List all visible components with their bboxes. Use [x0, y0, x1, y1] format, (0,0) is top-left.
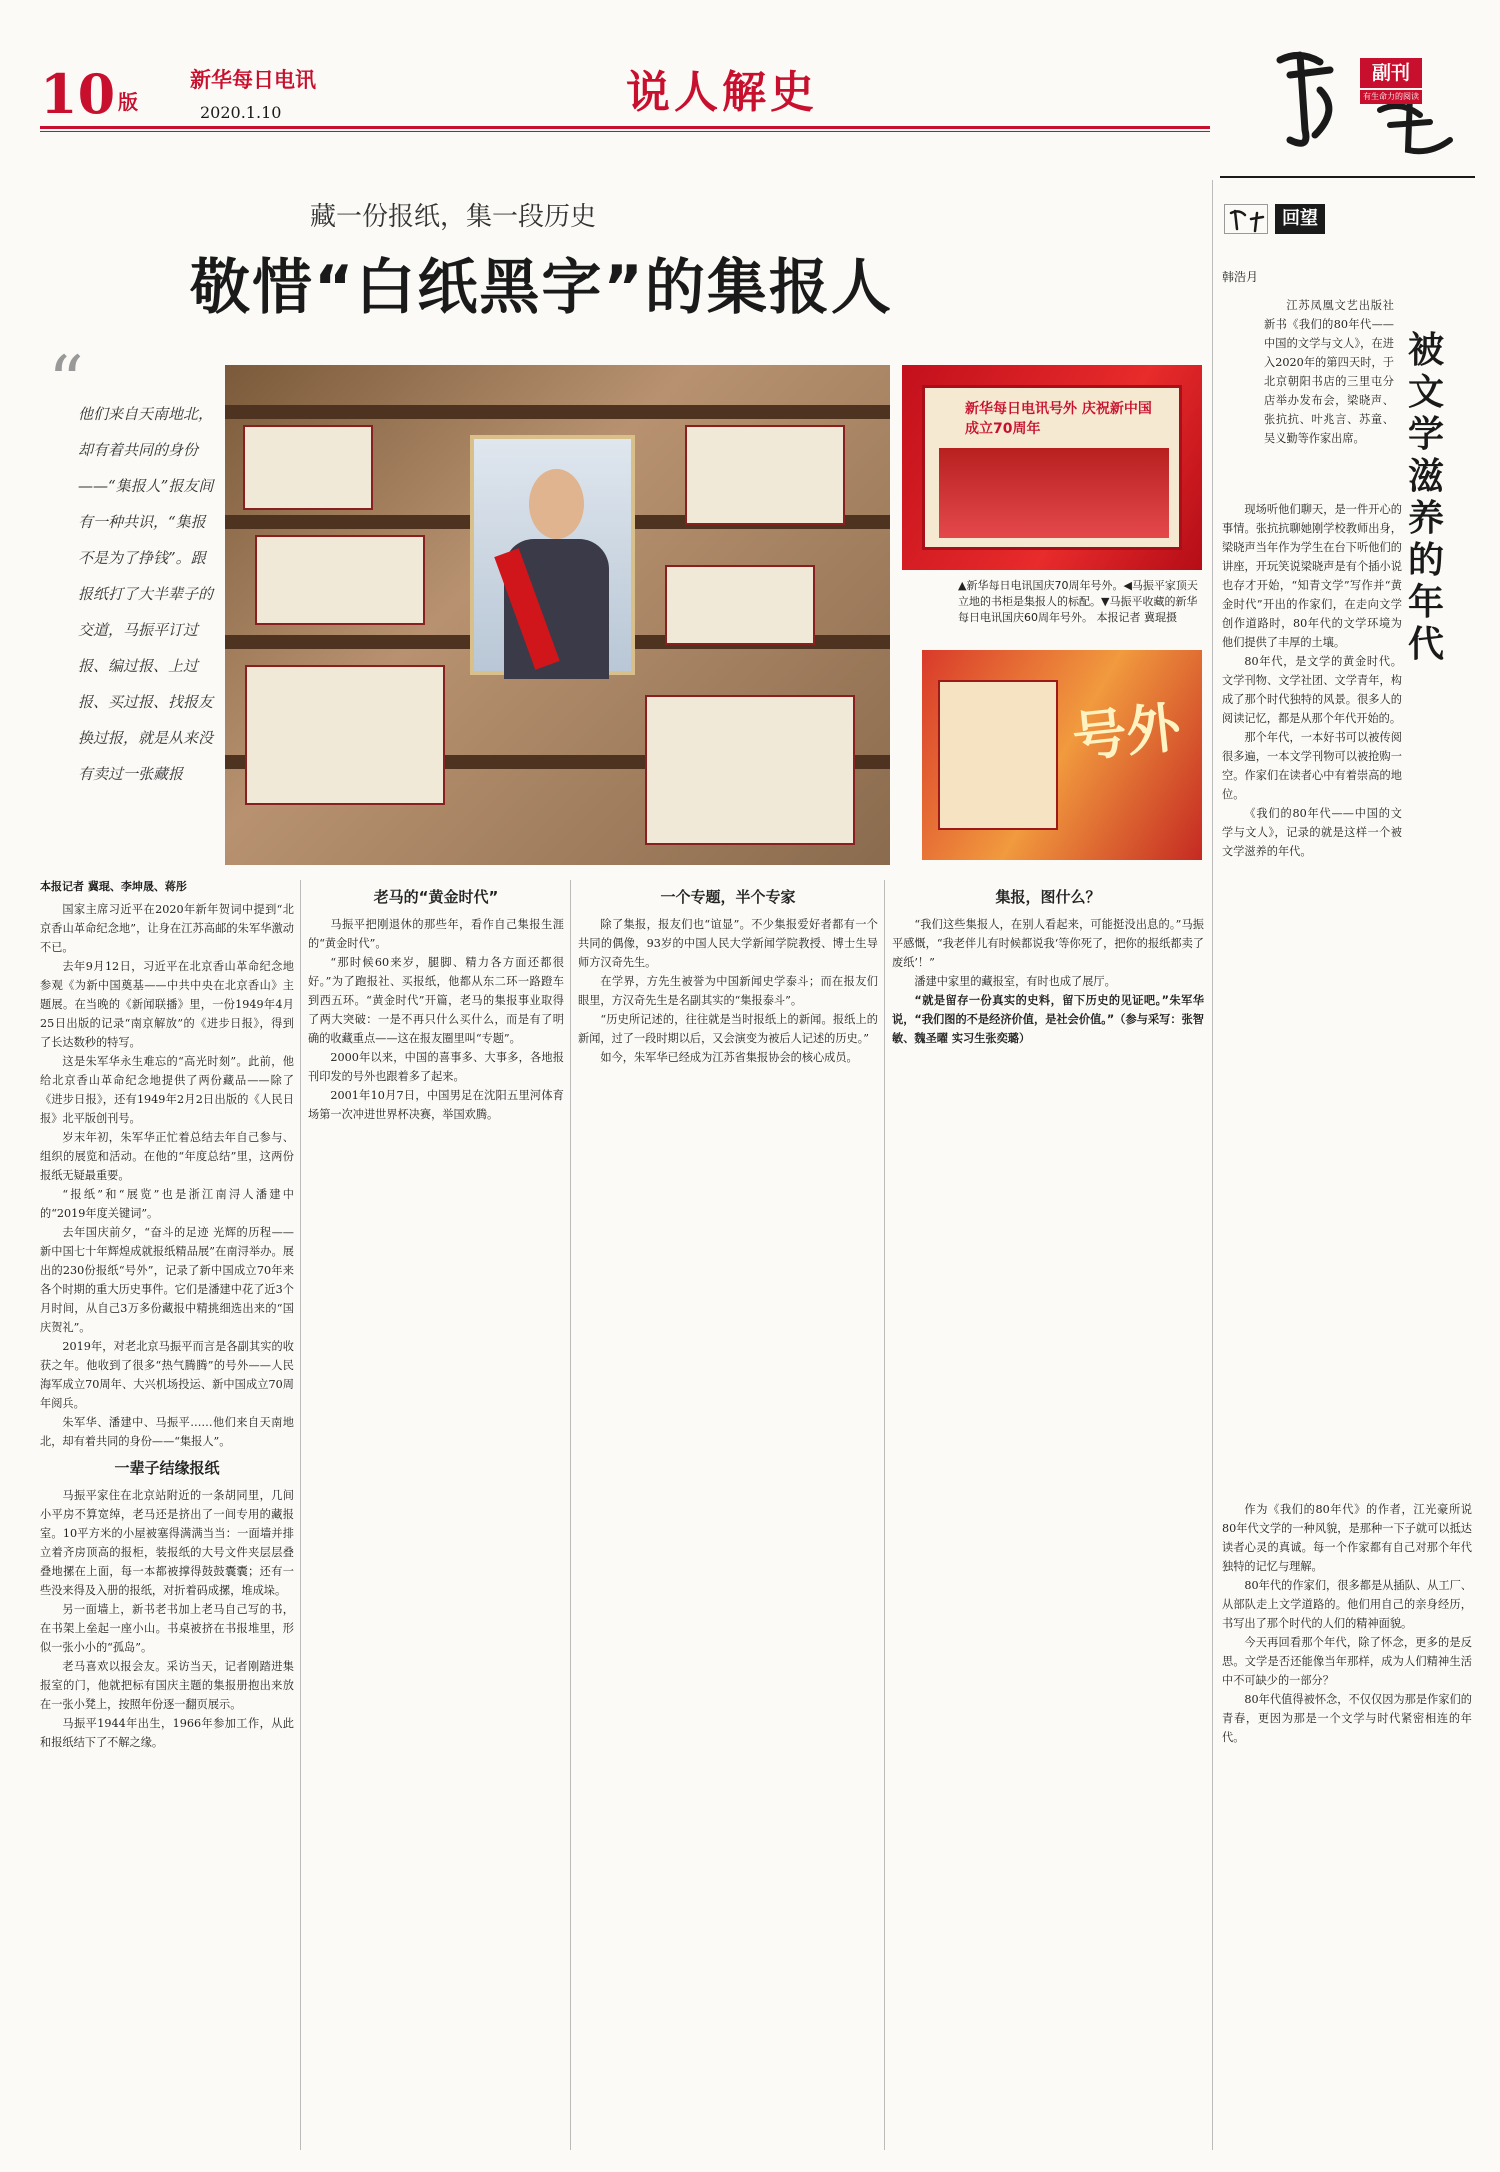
photo-shelf: [225, 405, 890, 419]
column-logo: [1224, 204, 1268, 234]
article-paragraph: 这是朱军华永生难忘的“高光时刻”。此前，他给北京香山革命纪念地提供了两份藏品——除了《进步日报》，还有1949年2月2日出版的《人民日报》北平版创刊号。: [40, 1055, 294, 1125]
headline-kicker: 藏一份报纸，集一段历史: [310, 202, 597, 232]
section-heading: 老马的“黄金时代”: [373, 888, 499, 906]
article-column-4: [892, 880, 1204, 1048]
photo-poster: [645, 695, 855, 845]
extra-sheet: [922, 385, 1182, 550]
photo-poster: [243, 425, 373, 510]
section-heading: 一个专题，半个专家: [660, 888, 796, 906]
column-paragraph: 《我们的80年代——中国的文学与文人》，记录的就是这样一个被文学滋养的年代。: [1222, 807, 1402, 858]
article-paragraph: 朱军华、潘建中、马振平……他们来自天南地北，却有着共同的身份——“集报人”。: [40, 1416, 294, 1448]
article-paragraph: 如今，朱军华已经成为江苏省集报协会的核心成员。: [600, 1051, 858, 1064]
column-body: [1222, 500, 1402, 861]
column-paragraph: 今天再回看那个年代，除了怀念，更多的是反思。文学是否还能像当年那样，成为人们精神生活中不可缺少的一部分？: [1222, 1636, 1472, 1687]
article-paragraph: “报纸”和“展览”也是浙江南浔人潘建中的“2019年度关键词”。: [40, 1188, 294, 1220]
section-title: 说人解史: [626, 67, 818, 118]
pull-quote: 他们来自天南地北，却有着共同的身份——“集报人”报友间有一种共识，“集报不是为了挣钱”。跟报纸打了大半辈子的交道，马振平订过报、编过报、上过报、买过报、找报友换过报，就是从来没有卖过一张藏报: [78, 405, 214, 783]
article-column-3: [578, 880, 878, 1067]
article-column-1: [40, 900, 294, 1752]
masthead-rule-thin: [40, 131, 1210, 132]
article-paragraph: 马振平把刚退休的那些年，看作自己集报生涯的“黄金时代”。: [308, 918, 564, 950]
photo-poster: [245, 665, 445, 805]
article-signoff: “就是留存一份真实的史料，留下历史的见证吧。”朱军华说，“我们图的不是经济价值，是社会价值。”（参与采写：张智敏、魏圣曜 实习生张奕璐）: [892, 994, 1204, 1045]
photo-portrait: [470, 435, 635, 675]
extra-title: 新华每日电讯号外 庆祝新中国成立70周年: [965, 401, 1152, 437]
column-logo-icon: [1225, 205, 1269, 235]
article-column-2: [308, 880, 564, 1124]
supplement-badge: 副刊: [1360, 58, 1422, 88]
extra-60-title: 号外: [1069, 694, 1184, 770]
column-divider: [570, 880, 571, 2150]
article-paragraph: 2019年，对老北京马振平而言是各副其实的收获之年。他收到了很多“热气腾腾”的号外——人民海军成立70周年、大兴机场投运、新中国成立70周年阅兵。: [40, 1340, 294, 1410]
column-paragraph: 80年代值得被怀念，不仅仅因为那是作家们的青春，更因为那是一个文学与时代紧密相连的年代。: [1222, 1693, 1472, 1744]
article-paragraph: 国家主席习近平在2020年新年贺词中提到“北京香山革命纪念地”，让身在江苏高邮的朱军华激动不已。: [40, 903, 294, 954]
photo-poster: [255, 535, 425, 625]
column-title: 被文学滋养的年代: [1408, 330, 1445, 665]
article-paragraph: “历史所记述的，往往就是当时报纸上的新闻。报纸上的新闻，过了一段时期以后，又会演变为被后人记述的历史。”: [578, 1013, 878, 1045]
column-divider: [884, 880, 885, 2150]
byline: 本报记者 冀琨、李坤晟、蒋彤: [40, 880, 187, 893]
section-heading: 一辈子结缘报纸: [114, 1459, 220, 1477]
column-label: 回望: [1275, 204, 1325, 234]
column-paragraph: 80年代，是文学的黄金时代。文学刊物、文学社团、文学青年，构成了那个时代独特的风景。很多人的阅读记忆，都是从那个年代开始的。: [1222, 655, 1402, 725]
paper-name: 新华每日电讯: [190, 68, 316, 92]
article-paragraph: 潘建中家里的藏报室，有时也成了展厅。: [914, 975, 1116, 988]
column-top-rule: [1220, 176, 1475, 178]
page-number: 10: [40, 62, 116, 126]
column-paragraph: 那个年代，一本好书可以被传阅很多遍，一本文学刊物可以被抢购一空。作家们在读者心中有着崇高的地位。: [1222, 731, 1402, 801]
article-paragraph: “那时候60来岁，腿脚、精力各方面还都很好。”为了跑报社、买报纸，他都从东二环一路蹬车到西五环。“黄金时代”开篇，老马的集报事业取得了两大突破：一是不再只什么买什么，而是有了明确的收藏重点——这在报友圈里叫“专题”。: [308, 956, 564, 1045]
article-paragraph: 另一面墙上，新书老书加上老马自己写的书，在书架上垒起一座小山。书桌被挤在书报堆里，形似一张小小的“孤岛”。: [40, 1603, 294, 1654]
article-paragraph: 去年9月12日，习近平在北京香山革命纪念地参观《为新中国奠基——中共中央在北京香山》主题展。在当晚的《新闻联播》里，一份1949年4月25日出版的记录“南京解放”的《进步日报》，得到了长达数秒的特写。: [40, 960, 294, 1049]
quote-mark: “: [48, 341, 84, 423]
column-author: 韩浩月: [1222, 270, 1259, 284]
column-body-continued: [1222, 1500, 1472, 1747]
article-paragraph: 在学界，方先生被誉为中国新闻史学泰斗；而在报友们眼里，方汉奇先生是名副其实的“集报泰斗”。: [578, 975, 878, 1007]
extra-60-sheet: [938, 680, 1058, 830]
paper-date: 2020.1.10: [200, 103, 282, 122]
photo-caption: ▲新华每日电讯国庆70周年号外。◀马振平家顶天立地的书柜是集报人的标配。▼马振平收藏的新华每日电讯国庆60周年号外。 本报记者 冀琨摄: [958, 579, 1198, 624]
column-paragraph: 作为《我们的80年代》的作者，江光豪所说80年代文学的一种风貌，是那种一下子就可以抵达读者心灵的真诚。每一个作家都有自己对那个年代独特的记忆与理解。: [1222, 1503, 1472, 1573]
photo-collector-study: [225, 365, 890, 865]
portrait-face: [529, 469, 584, 539]
headline-title: 敬惜“白纸黑字”的集报人: [190, 253, 893, 323]
article-paragraph: 2000年以来，中国的喜事多、大事多，各地报刊印发的号外也跟着多了起来。: [308, 1051, 564, 1083]
photo-poster: [665, 565, 815, 645]
article-paragraph: 2001年10月7日，中国男足在沈阳五里河体育场第一次冲进世界杯决赛，举国欢腾。: [308, 1089, 564, 1121]
supplement-badge-sub: 有生命力的阅读: [1360, 90, 1422, 104]
column-lead: [1264, 296, 1394, 448]
article-paragraph: 除了集报，报友们也“谊显”。不少集报爱好者都有一个共同的偶像，93岁的中国人民大学新闻学院教授、博士生导师方汉奇先生。: [578, 918, 878, 969]
column-paragraph: 80年代的作家们，很多都是从插队、从工厂、从部队走上文学道路的。他们用自己的亲身经历，书写出了那个时代的人们的精神面貌。: [1222, 1579, 1472, 1630]
photo-poster: [685, 425, 845, 525]
photo-extra-60th: [922, 650, 1202, 860]
column-divider: [1212, 180, 1213, 2150]
page-suffix: 版: [118, 90, 138, 114]
column-paragraph: 现场听他们聊天，是一件开心的事情。张抗抗聊她刚学校教师出身，梁晓声当年作为学生在台下听他们的讲座，开玩笑说梁晓声是有个插小说也存才开始，“知青文学”写作并“黄金时代”开出的作家们，在走向文学创作道路时，80年代的文学环境为他们提供了丰厚的土壤。: [1222, 503, 1402, 649]
photo-extra-70th: [902, 365, 1202, 570]
extra-photo: [939, 448, 1169, 538]
article-paragraph: 马振平家住在北京站附近的一条胡同里，几间小平房不算宽绰，老马还是挤出了一间专用的藏报室。10平方米的小屋被塞得满满当当：一面墙并排立着齐房顶高的报柜，装报纸的大号文件夹层层叠叠地摞在上面，每一本都被撑得鼓鼓囊囊；还有一些没来得及入册的报纸，对折着码成摞，堆成垛。: [40, 1489, 294, 1597]
masthead-rule: [40, 126, 1210, 129]
article-paragraph: 岁末年初，朱军华正忙着总结去年自己参与、组织的展览和活动。在他的“年度总结”里，这两份报纸无疑最重要。: [40, 1131, 294, 1182]
article-paragraph: 去年国庆前夕，“奋斗的足迹 光辉的历程——新中国七十年辉煌成就报纸精品展”在南浔举办。展出的230份报纸“号外”，记录了新中国成立70年来各个时期的重大历史事件。它们是潘建中花了近3个月时间，从自己3万多份藏报中精挑细选出来的“国庆贺礼”。: [40, 1226, 294, 1334]
article-paragraph: 老马喜欢以报会友。采访当天，记者刚踏进集报室的门，他就把标有国庆主题的集报册抱出来放在一张小凳上，按照年份逐一翻页展示。: [40, 1660, 294, 1711]
column-divider: [300, 880, 301, 2150]
section-heading: 集报，图什么？: [995, 888, 1101, 906]
article-paragraph: “我们这些集报人，在别人看起来，可能挺没出息的。”马振平感慨，“我老伴儿有时候都说我‘等你死了，把你的报纸都卖了废纸’！”: [892, 918, 1204, 969]
column-paragraph: 江苏凤凰文艺出版社新书《我们的80年代——中国的文学与文人》，在进入2020年的第四天时，于北京朝阳书店的三里屯分店举办发布会，梁晓声、张抗抗、叶兆言、苏童、吴义勤等作家出席。: [1264, 299, 1394, 445]
article-paragraph: 马振平1944年出生，1966年参加工作，从此和报纸结下了不解之缘。: [40, 1717, 294, 1749]
